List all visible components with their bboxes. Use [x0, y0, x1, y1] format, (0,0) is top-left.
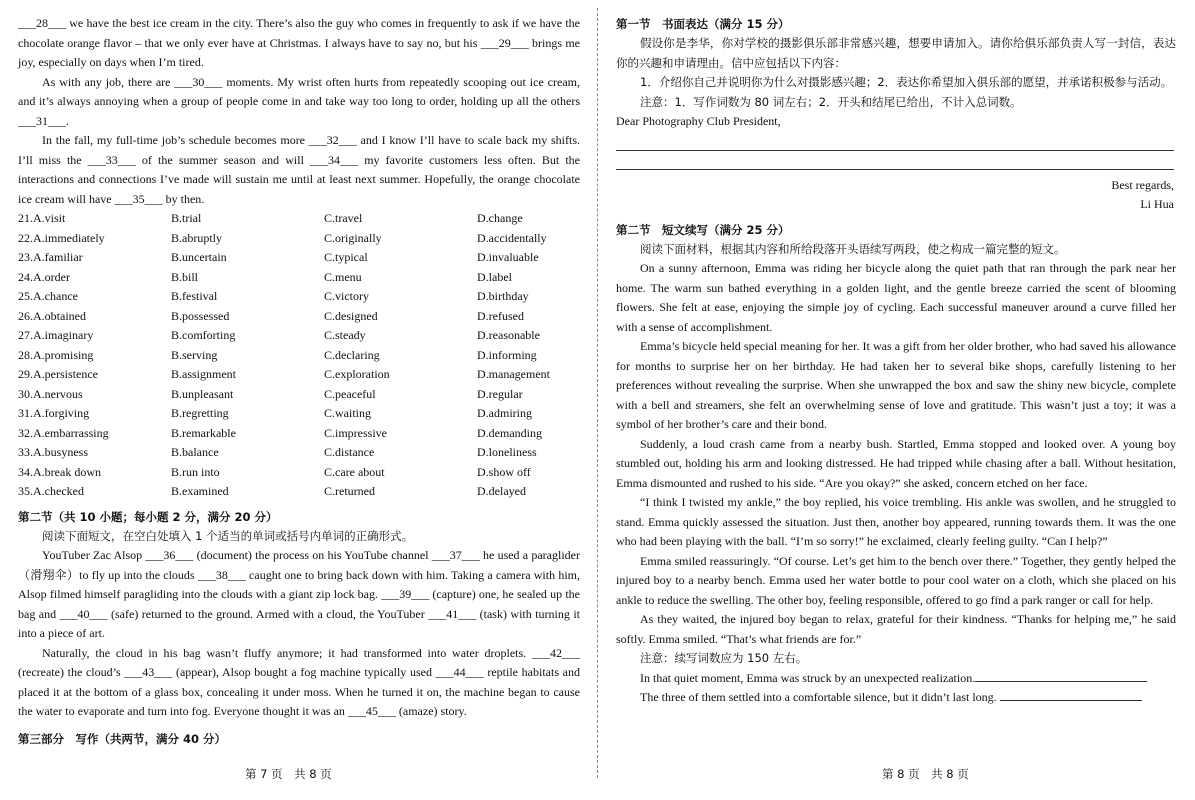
option-cell: B.examined — [171, 484, 229, 498]
option-cell: 31.A.forgiving — [18, 406, 90, 420]
continuation-instructions: 阅读下面材料，根据其内容和所给段落开头语续写两段，使之构成一篇完整的短文。 — [640, 241, 1066, 256]
option-cell: D.informing — [477, 347, 537, 362]
writing-points: 1．介绍你自己并说明你为什么对摄影感兴趣；2．表达你希望加入俱乐部的愿望，并承诺积极参与活动。 — [640, 75, 1173, 89]
letter-salutation: Dear Photography Club President, — [616, 114, 781, 128]
option-cell: B.abruptly — [171, 230, 222, 245]
letter-signature: Li Hua — [1140, 197, 1174, 211]
option-cell: C.declaring — [324, 347, 380, 362]
options-table — [18, 209, 580, 502]
right-page-footer: 第 8 页 共 8 页 — [882, 767, 969, 781]
option-cell: 26.A.obtained — [18, 308, 86, 323]
option-cell: C.peaceful — [324, 386, 376, 401]
continuation-blank-1[interactable] — [975, 670, 1147, 682]
part-3-heading: 第三部分 写作（共两节，满分 40 分） — [18, 731, 227, 746]
continuation-prompt-2-text: The three of them settled into a comfortable silence, but it didn’t last long. — [640, 690, 997, 704]
option-row — [18, 424, 580, 444]
option-cell: C.care about — [324, 464, 385, 479]
option-cell: 25.A.chance — [18, 289, 78, 303]
option-row — [18, 482, 580, 502]
continuation-prompt-1-text: In that quiet moment, Emma was struck by an unexpected realization. — [640, 670, 976, 685]
answer-line-2[interactable] — [616, 151, 1174, 170]
option-cell: B.unpleasant — [171, 386, 234, 401]
section-2-paragraph-2: Naturally, the cloud in his bag wasn’t fluffy anymore; it had transformed into water droplets. ___42___ (recreate) the cloud’s ___43___ (appear), Alsop bought a fog machine typically used ___44___ reptile habitats and placed it at the bottom of a glass box, concealing it under moss. When he turned it on, the machine began to cause the water to evaporate and turn into fog. Everyone thought it was an ___45___ (amaze) story. — [18, 645, 580, 718]
option-row — [18, 268, 580, 288]
option-cell: 29.A.persistence — [18, 367, 98, 381]
passage-paragraph-2: As with any job, there are ___30___ moments. My wrist often hurts from repeatedly scooping out ice cream, and it’s always annoying when a group of people come in and take way too long to order, holding up all the others ___31___. — [18, 74, 580, 128]
option-cell: B.remarkable — [171, 425, 236, 440]
option-cell: D.management — [477, 367, 550, 381]
option-cell: D.label — [477, 269, 512, 284]
option-cell: 28.A.promising — [18, 347, 94, 362]
option-cell: 21.A.visit — [18, 211, 66, 225]
option-cell: D.regular — [477, 386, 523, 401]
letter-closing: Best regards, — [1111, 177, 1174, 192]
option-cell: 34.A.break down — [18, 464, 101, 479]
passage-paragraph-1: ___28___ we have the best ice cream in the city. There’s also the guy who comes in frequently to ask if we have the chocolate orange flavor – that we only ever have at Christmas. I always have to say no, but his ___29___ brings me joy, especially on days when I’m tired. — [18, 16, 580, 69]
continuation-note: 注意：续写词数应为 150 左右。 — [640, 651, 808, 665]
option-cell: 33.A.busyness — [18, 445, 89, 459]
option-cell: B.comforting — [171, 328, 236, 342]
story-paragraph-1: On a sunny afternoon, Emma was riding her bicycle along the quiet path that ran through the park near her home. The warm sun bathed everything in a golden light, and the gentle breeze carried the scent of blooming flowers. She felt at ease, enjoying the simple joy of cycling. Each successful maneuver around a curve filled her with a sense of accomplishment. — [616, 261, 1176, 334]
option-cell: B.serving — [171, 347, 218, 362]
option-row — [18, 385, 580, 405]
option-cell: B.run into — [171, 464, 220, 479]
option-cell: D.reasonable — [477, 328, 540, 342]
option-cell: D.birthday — [477, 289, 529, 303]
continuation-blank-2[interactable] — [1000, 689, 1142, 701]
option-cell: C.impressive — [324, 425, 387, 440]
option-row — [18, 307, 580, 327]
section-2-paragraph-1: YouTuber Zac Alsop ___36___ (document) the process on his YouTube channel ___37___ he used a paraglider（滑翔伞）to fly up into the clouds ___38___ caught one to bring back down with him. Taking a camera with him, Alsop filmed himself paragliding into the clouds with a giant zip lock bag. ___39___ (capture) one, he sealed up the bag and ___40___ (safe) returned to the ground. Armed with a cloud, the YouTuber ___41___ (task) with turning it into a piece of art. — [18, 548, 580, 640]
option-cell: D.invaluable — [477, 250, 539, 264]
option-row — [18, 209, 580, 229]
story-paragraph-6: As they waited, the injured boy began to relax, grateful for their kindness. “Thanks for helping me,” he said softly. Emma smiled. “That’s what friends are for.” — [616, 612, 1176, 646]
option-cell: B.trial — [171, 211, 202, 225]
section-2-instructions: 阅读下面短文，在空白处填入 1 个适当的单词或括号内单词的正确形式。 — [42, 528, 414, 543]
option-cell: 24.A.order — [18, 269, 70, 284]
option-row — [18, 463, 580, 483]
option-cell: D.change — [477, 211, 523, 225]
right-page — [616, 14, 1176, 708]
option-cell: B.festival — [171, 289, 218, 303]
option-cell: C.returned — [324, 484, 375, 498]
option-cell: 30.A.nervous — [18, 386, 83, 401]
option-cell: C.originally — [324, 230, 382, 245]
option-cell: C.waiting — [324, 406, 371, 420]
option-cell: B.possessed — [171, 308, 230, 323]
left-page-footer: 第 7 页 共 8 页 — [245, 767, 332, 781]
option-cell: C.exploration — [324, 367, 390, 381]
section-2-heading: 第二节（共 10 小题；每小题 2 分，满分 20 分） — [18, 509, 278, 524]
option-cell: D.demanding — [477, 425, 542, 440]
option-row — [18, 326, 580, 346]
option-cell: D.admiring — [477, 406, 532, 420]
answer-line-1[interactable] — [616, 132, 1174, 151]
option-row — [18, 404, 580, 424]
writing-note: 注意：1．写作词数为 80 词左右；2．开头和结尾已给出，不计入总词数。 — [640, 94, 1022, 109]
option-cell: B.bill — [171, 269, 199, 284]
option-row — [18, 443, 580, 463]
option-cell: 27.A.imaginary — [18, 328, 94, 342]
option-row — [18, 346, 580, 366]
writing-section-1-heading: 第一节 书面表达（满分 15 分） — [616, 17, 790, 31]
option-cell: C.typical — [324, 250, 368, 264]
option-row — [18, 248, 580, 268]
story-paragraph-3: Suddenly, a loud crash came from a nearby bush. Startled, Emma stopped and looked over. A young boy stumbled out, holding his arm and looking distressed. He had tripped while chasing after a ball. Without hesitation, Emma dismounted and rushed to his side. “Are you okay?” she asked, concern etched on her face. — [616, 436, 1176, 490]
option-cell: C.designed — [324, 308, 378, 323]
option-cell: 22.A.immediately — [18, 230, 105, 245]
option-cell: D.refused — [477, 308, 524, 323]
continuation-prompt-1 — [616, 669, 1176, 689]
story-paragraph-4: “I think I twisted my ankle,” the boy replied, his voice trembling. His ankle was swollen, and he struggled to stand. Emma quickly assessed the situation. Just then, another boy appeared, running towards them. It was the one who had been playing with the ball. “I’m so sorry!” he exclaimed, clearly feeling guilty. “Can I help?” — [616, 495, 1176, 548]
story-paragraph-2: Emma’s bicycle held special meaning for her. It was a gift from her older brother, who had saved his allowance for months to surprise her on her birthday. He had taken her to several bike shops, carefully listening to her preferences without revealing the surprise. When she unwrapped the box and saw the shiny new bicycle, complete with a bell and streamers, she felt an overwhelming sense of love and gratitude. This wasn’t just a toy; it was a symbol of her brother’s care and their bond. — [616, 339, 1176, 431]
continuation-prompt-2 — [616, 688, 1176, 708]
option-row — [18, 365, 580, 385]
option-cell: B.assignment — [171, 367, 236, 381]
option-cell: D.loneliness — [477, 445, 537, 459]
option-cell: D.show off — [477, 464, 531, 479]
option-cell: C.distance — [324, 445, 375, 459]
option-cell: B.uncertain — [171, 250, 227, 264]
option-cell: D.accidentally — [477, 230, 547, 245]
option-cell: B.balance — [171, 445, 219, 459]
option-cell: C.victory — [324, 289, 369, 303]
option-cell: 32.A.embarrassing — [18, 425, 109, 440]
option-cell: C.steady — [324, 328, 366, 342]
passage-paragraph-3: In the fall, my full-time job’s schedule becomes more ___32___ and I know I’ll have to scale back my shifts. I’ll miss the ___33___ of the summer season and will ___34___ my favorite customers less often. But the interactions and connections I’ve made will sustain me until at least next summer. Hopefully, the orange chocolate ice cream will have ___35___ by then. — [18, 133, 580, 206]
option-cell: 35.A.checked — [18, 484, 84, 498]
story-paragraph-5: Emma smiled reassuringly. “Of course. Let’s get him to the bench over there.” Together, they gently helped the injured boy to a nearby bench. Emma used her water bottle to pour cool water on a cloth, which she placed on his ankle to reduce the swelling. The other boy, feeling responsible, offered to go find a park ranger or call for help. — [616, 553, 1176, 607]
writing-prompt: 假设你是李华，你对学校的摄影俱乐部非常感兴趣，想要申请加入。请你给俱乐部负责人写一封信，表达你的兴趣和申请理由。信中应包括以下内容： — [616, 36, 1176, 70]
option-cell: D.delayed — [477, 484, 526, 498]
page-divider — [597, 8, 598, 778]
option-row — [18, 229, 580, 249]
option-cell: C.menu — [324, 269, 362, 284]
option-cell: 23.A.familiar — [18, 250, 83, 264]
writing-section-2-heading: 第二节 短文续写（满分 25 分） — [616, 222, 790, 237]
option-cell: B.regretting — [171, 406, 229, 420]
left-page — [18, 14, 580, 749]
option-row — [18, 287, 580, 307]
option-cell: C.travel — [324, 211, 363, 225]
